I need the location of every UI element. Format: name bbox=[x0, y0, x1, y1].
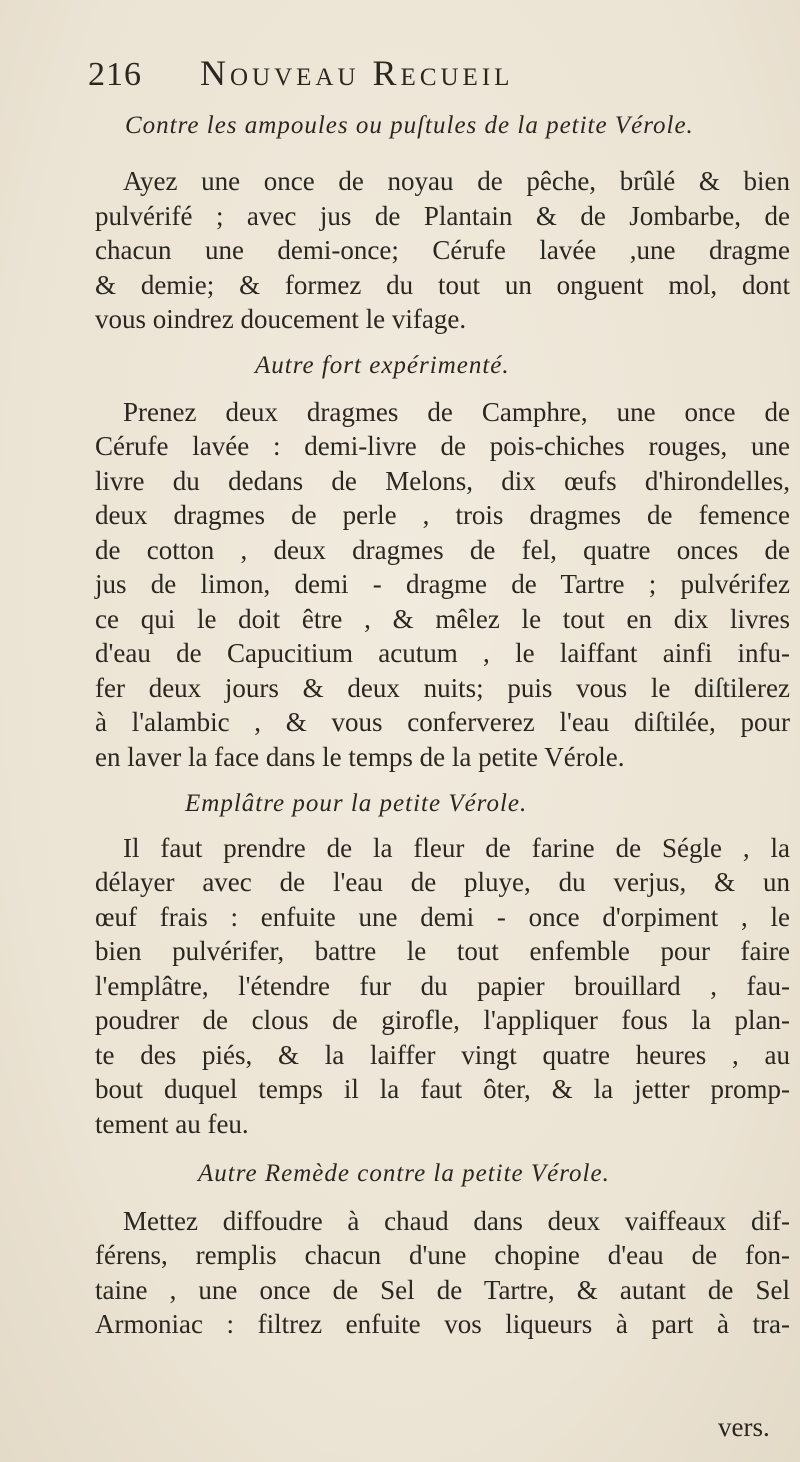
text-line: œuf frais : enfuite une demi - once d'orpiment , le bbox=[95, 902, 790, 932]
text-line: Ayez une once de noyau de pêche, brûlé & bien bbox=[123, 166, 790, 196]
running-head: Nouveau Recueil bbox=[200, 53, 514, 93]
text-line: pulvérifé ; avec jus de Plantain & de Jombarbe, de bbox=[95, 201, 790, 231]
text-line: Armoniac : filtrez enfuite vos liqueurs à part à tra- bbox=[95, 1309, 790, 1339]
text-line: te des piés, & la laiffer vingt quatre heures , au bbox=[95, 1040, 790, 1070]
section-heading: Autre Remède contre la petite Vérole. bbox=[198, 1160, 610, 1187]
text-line: & demie; & formez du tout un onguent mol, dont bbox=[95, 270, 790, 300]
text-line: taine , une once de Sel de Tartre, & autant de Sel bbox=[95, 1275, 790, 1305]
page-number: 216 bbox=[88, 56, 142, 93]
text-line: livre du dedans de Melons, dix œufs d'hirondelles, bbox=[95, 466, 790, 496]
text-line: Prenez deux dragmes de Camphre, une once de bbox=[123, 397, 790, 427]
catchword: vers. bbox=[718, 1412, 770, 1442]
text-line: fer deux jours & deux nuits; puis vous le diſtilerez bbox=[95, 673, 790, 703]
section-heading: Contre les ampoules ou puſtules de la petite Vérole. bbox=[125, 112, 694, 139]
text-line: Il faut prendre de la fleur de farine de Ségle , la bbox=[123, 833, 790, 863]
text-line: chacun une demi-once; Cérufe lavée ,une dragme bbox=[95, 235, 790, 265]
text-line: de cotton , deux dragmes de fel, quatre onces de bbox=[95, 535, 790, 565]
text-line: bien pulvérifer, battre le tout enfemble pour faire bbox=[95, 936, 790, 966]
text-line: vous oindrez doucement le vifage. bbox=[95, 304, 467, 334]
text-line: Cérufe lavée : demi-livre de pois-chiches rouges, une bbox=[95, 431, 790, 461]
text-line: poudrer de clous de girofle, l'appliquer fous la plan- bbox=[95, 1005, 790, 1035]
text-line: jus de limon, demi - dragme de Tartre ; pulvérifez bbox=[95, 569, 790, 599]
text-line: Mettez diffoudre à chaud dans deux vaiffeaux dif- bbox=[123, 1206, 790, 1236]
text-line: férens, remplis chacun d'une chopine d'eau de fon- bbox=[95, 1240, 790, 1270]
text-line: à l'alambic , & vous conferverez l'eau diſtilée, pour bbox=[95, 707, 790, 737]
text-line: en laver la face dans le temps de la petite Vérole. bbox=[95, 742, 625, 772]
section-heading: Autre fort expérimenté. bbox=[255, 352, 510, 379]
text-line: deux dragmes de perle , trois dragmes de femence bbox=[95, 500, 790, 530]
text-line: d'eau de Capucitium acutum , le laiffant ainfi infu- bbox=[95, 638, 790, 668]
text-line: délayer avec de l'eau de pluye, du verjus, & un bbox=[95, 867, 790, 897]
text-line: tement au feu. bbox=[95, 1109, 249, 1139]
section-heading: Emplâtre pour la petite Vérole. bbox=[185, 790, 528, 817]
text-line: bout duquel temps il la faut ôter, & la jetter promp- bbox=[95, 1074, 790, 1104]
text-line: ce qui le doit être , & mêlez le tout en dix livres bbox=[95, 604, 790, 634]
text-line: l'emplâtre, l'étendre fur du papier brouillard , fau- bbox=[95, 971, 790, 1001]
page-header bbox=[88, 52, 708, 102]
